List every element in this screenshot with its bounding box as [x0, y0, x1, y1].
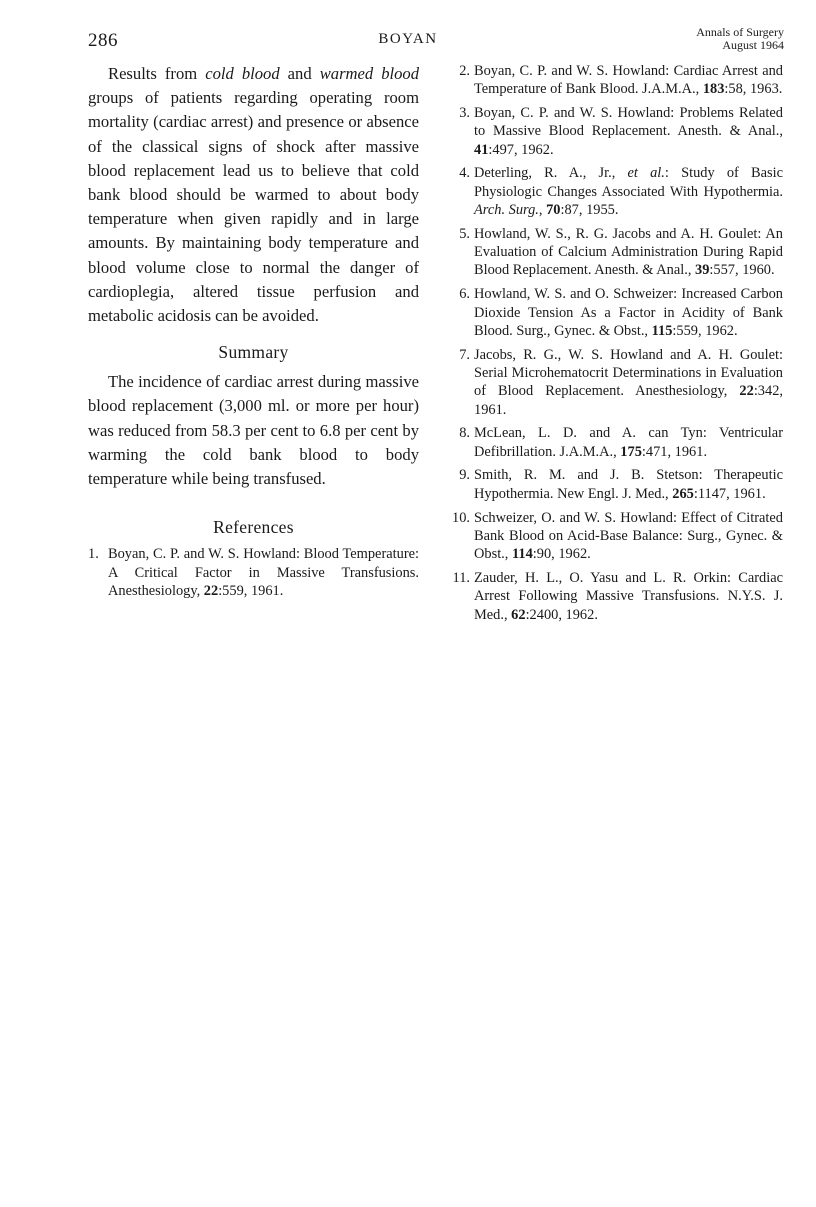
references-list-left	[88, 545, 419, 600]
journal-info	[696, 26, 784, 52]
references-heading: References	[213, 517, 294, 538]
reference-item: 2. Boyan, C. P. and W. S. Howland: Cardiac Arrest and Temperature of Bank Blood. J.A.M.A., 183:58, 1963.	[459, 63, 783, 98]
reference-item: 9. Smith, R. M. and J. B. Stetson: Therapeutic Hypothermia. New Engl. J. Med., 265:1147, 1961.	[459, 467, 783, 502]
reference-item: 8. McLean, L. D. and A. can Tyn: Ventricular Defibrillation. J.A.M.A., 175:471, 1961.	[459, 425, 783, 460]
summary-heading: Summary	[218, 342, 289, 363]
reference-item: 4. Deterling, R. A., Jr., et al.: Study of Basic Physiologic Changes Associated With Hypothermia. Arch. Surg., 70:87, 1955.	[459, 165, 783, 219]
summary-paragraph: The incidence of cardiac arrest during massive blood replacement (3,000 ml. or more per hour) was reduced from 58.3 per cent to 6.8 per cent by warming the cold bank blood to body temperature while being transfused.	[88, 372, 419, 489]
running-head: BOYAN	[378, 31, 438, 47]
journal-name: Annals of Surgery	[696, 25, 784, 39]
warmed-blood-term: warmed blood	[319, 64, 420, 83]
left-column	[88, 62, 419, 606]
reference-item: 11. Zauder, H. L., O. Yasu and L. R. Orkin: Cardiac Arrest Following Massive Transfusions. N.Y.S. J. Med., 62:2400, 1962.	[452, 569, 783, 623]
reference-item: 5. Howland, W. S., R. G. Jacobs and A. H. Goulet: An Evaluation of Calcium Administration During Rapid Blood Replacement. Anesth. & Anal., 39:557, 1960.	[459, 225, 783, 279]
journal-date: August 1964	[722, 38, 784, 52]
reference-item: 6. Howland, W. S. and O. Schweizer: Increased Carbon Dioxide Tension As a Factor in Acidity of Bank Blood. Surg., Gynec. & Obst., 115:559, 1962.	[459, 286, 783, 339]
references-list-right	[446, 62, 783, 624]
page-number: 286	[88, 30, 118, 51]
reference-item: 7. Jacobs, R. G., W. S. Howland and A. H. Goulet: Serial Microhematocrit Determinations in Evaluation of Blood Replacement. Anesthesiology, 22:342, 1961.	[459, 346, 783, 418]
reference-item: 3. Boyan, C. P. and W. S. Howland: Problems Related to Massive Blood Replacement. Anesth. & Anal., 41:497, 1962.	[459, 105, 783, 158]
right-column	[446, 62, 783, 629]
reference-item: 1. Boyan, C. P. and W. S. Howland: Blood Temperature: A Critical Factor in Massive Transfusions. Anesthesiology, 22:559, 1961.	[88, 546, 419, 599]
reference-item: 10. Schweizer, O. and W. S. Howland: Effect of Citrated Bank Blood on Acid-Base Balance: Surg., Gynec. & Obst., 114:90, 1962.	[452, 509, 783, 563]
conclusion-paragraph: Results from cold blood and warmed blood groups of patients regarding operating room mortality (cardiac arrest) and presence or absence of the classical signs of shock after massive blood replacement lead us to believe that cold bank blood should be warmed to about body temperature when given rapidly and in large amounts. By maintaining body temperature and blood volume close to normal the danger of cardioplegia, altered tissue perfusion and metabolic acidosis can be avoided.	[88, 64, 420, 326]
cold-blood-term: cold blood	[205, 64, 280, 83]
